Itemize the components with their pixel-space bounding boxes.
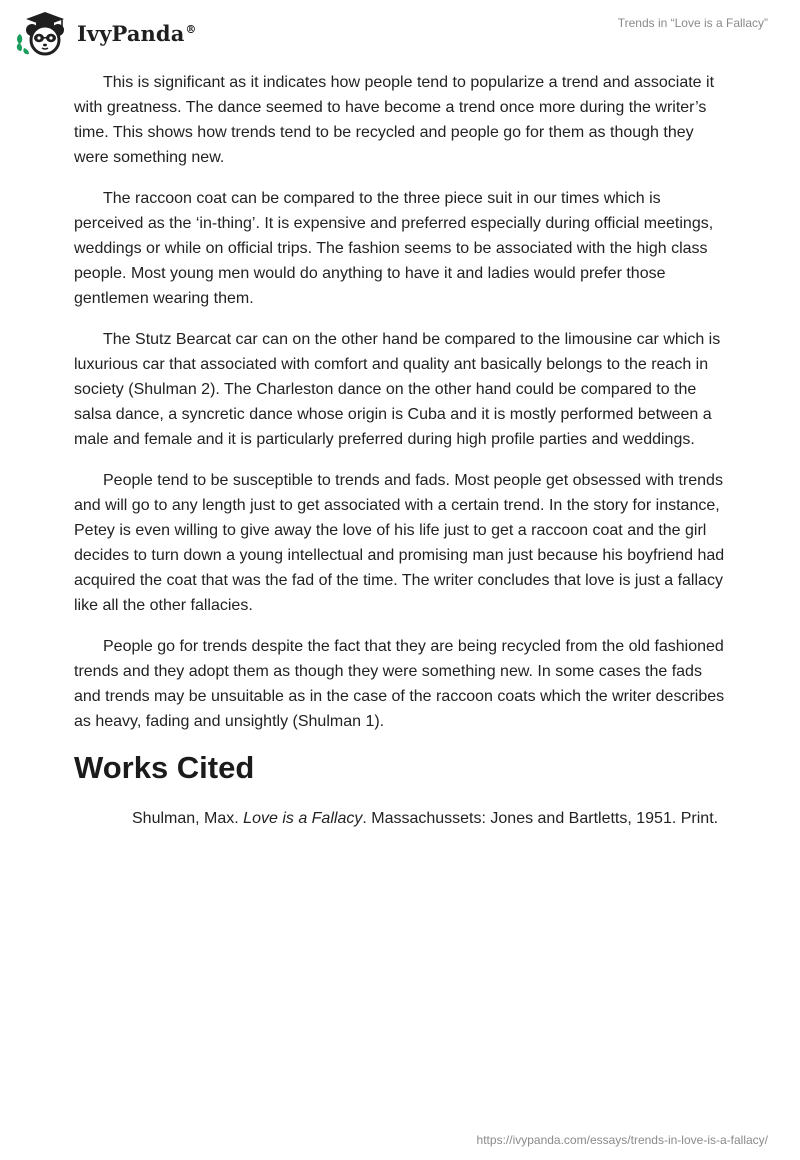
ivypanda-logo[interactable] (14, 8, 197, 56)
citation-author: Shulman, Max. (132, 810, 239, 827)
paragraph: The Stutz Bearcat car can on the other hand be compared to the limousine car which is luxurious car that associated with comfort and quality ant basically belongs to the reach in society (Shulman 2). The Charleston dance on the other hand could be compared to the salsa dance, a syncretic dance whose origin is Cuba and it is mostly performed between a male and female and it is particularly preferred during high profile parties and weddings. (74, 331, 721, 448)
paragraph: People tend to be susceptible to trends and fads. Most people get obsessed with trends and will go to any length just to get associated with a certain trend. In the story for instance, Petey is even willing to give away the love of his life just to get a raccoon coat and the girl decides to turn down a young intellectual and promising man just because his boyfriend had acquired the coat that was the fad of the time. The writer concludes that love is just a fallacy like all the other fallacies. (74, 472, 725, 614)
paragraph: People go for trends despite the fact that they are being recycled from the old fashioned trends and they adopt them as though they were something new. In some cases the fads and trends may be unsuitable as in the case of the raccoon coats which the writer describes as heavy, fading and unsightly (Shulman 1). (74, 638, 725, 730)
source-url[interactable]: https://ivypanda.com/essays/trends-in-love-is-a-fallacy/ (476, 1133, 768, 1147)
paragraph: This is significant as it indicates how people tend to popularize a trend and associate it with greatness. The dance seemed to have become a trend once more during the writer’s time. This shows how trends tend to be recycled and people go for them as though they were something new. (74, 74, 715, 166)
works-cited-heading: Works Cited (74, 750, 255, 785)
citation-publication: . Massachussets: Jones and Bartletts, 1951. Print. (362, 810, 719, 827)
paragraph: The raccoon coat can be compared to the three piece suit in our times which is perceived as the ‘in-thing’. It is expensive and preferred especially during official meetings, weddings or while on official trips. The fashion seems to be associated with the high class people. Most young men would do anything to have it and ladies would prefer those gentlemen wearing them. (74, 190, 714, 307)
panda-graduate-icon (14, 8, 72, 56)
page-header (0, 0, 800, 60)
citation-entry (74, 806, 728, 831)
running-title: Trends in “Love is a Fallacy” (617, 16, 768, 30)
brand-name: IvyPanda® (77, 21, 197, 46)
citation-title: Love is a Fallacy (243, 810, 363, 827)
essay-content (74, 70, 728, 847)
